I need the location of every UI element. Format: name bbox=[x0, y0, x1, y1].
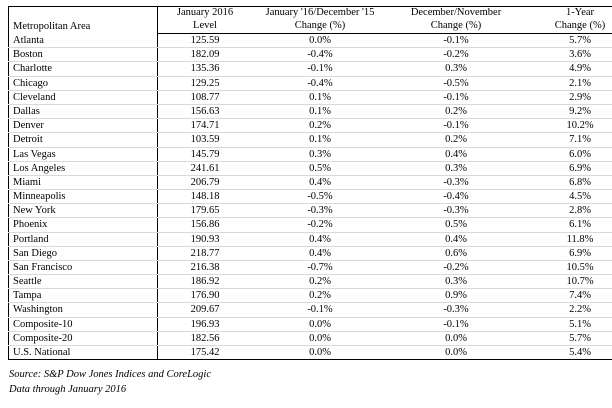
cell-level: 174.71 bbox=[158, 119, 253, 133]
cell-level: 175.42 bbox=[190, 346, 220, 358]
cell-change-mom: 0.2% bbox=[252, 275, 388, 289]
cell-metropolitan-area: Minneapolis bbox=[9, 190, 158, 204]
cell-change-dn: 0.2% bbox=[388, 104, 524, 118]
table-row bbox=[9, 119, 612, 133]
cell-level: 206.79 bbox=[158, 175, 253, 189]
cell-change-dn: 0.4% bbox=[388, 147, 524, 161]
cell-change-mom: 0.4% bbox=[252, 232, 388, 246]
cell-change-dn: 0.6% bbox=[388, 246, 524, 260]
home-price-index-table bbox=[8, 6, 612, 360]
cell-metropolitan-area: U.S. National bbox=[9, 345, 158, 359]
cell-change-yr: 10.5% bbox=[524, 260, 612, 274]
table-notes bbox=[8, 367, 604, 397]
cell-level: 129.25 bbox=[158, 76, 253, 90]
column-header-december-november: December/November bbox=[410, 7, 502, 18]
cell-change-yr: 6.8% bbox=[524, 175, 612, 189]
cell-change-yr: 7.4% bbox=[524, 289, 612, 303]
cell-change-dn: -0.2% bbox=[388, 48, 524, 62]
cell-change-mom: 0.0% bbox=[252, 34, 388, 48]
cell-change-dn: -0.4% bbox=[388, 190, 524, 204]
cell-metropolitan-area: San Francisco bbox=[9, 260, 158, 274]
table-row bbox=[9, 345, 612, 359]
cell-change-dn: 0.0% bbox=[445, 346, 467, 358]
cell-metropolitan-area: Dallas bbox=[9, 104, 158, 118]
cell-metropolitan-area: San Diego bbox=[9, 246, 158, 260]
cell-metropolitan-area: Washington bbox=[9, 303, 158, 317]
cell-level: 125.59 bbox=[158, 34, 253, 48]
cell-metropolitan-area: Miami bbox=[9, 175, 158, 189]
cell-level: 176.90 bbox=[158, 289, 253, 303]
cell-metropolitan-area: Tampa bbox=[9, 289, 158, 303]
cell-metropolitan-area: Cleveland bbox=[9, 90, 158, 104]
cell-level: 216.38 bbox=[158, 260, 253, 274]
cell-level: 156.86 bbox=[158, 218, 253, 232]
cell-change-yr: 5.1% bbox=[524, 317, 612, 331]
cell-change-mom: 0.3% bbox=[252, 147, 388, 161]
cell-metropolitan-area: Los Angeles bbox=[9, 161, 158, 175]
cell-change-dn: -0.3% bbox=[388, 175, 524, 189]
cell-change-mom: -0.7% bbox=[252, 260, 388, 274]
cell-change-yr: 3.6% bbox=[524, 48, 612, 62]
source-note: Source: S&P Dow Jones Indices and CoreLogic bbox=[9, 369, 211, 381]
cell-change-mom: 0.2% bbox=[252, 119, 388, 133]
cell-level: 145.79 bbox=[158, 147, 253, 161]
cell-level: 190.93 bbox=[158, 232, 253, 246]
cell-metropolitan-area: Chicago bbox=[9, 76, 158, 90]
data-through-note: Data through January 2016 bbox=[9, 384, 127, 396]
cell-level: 108.77 bbox=[158, 90, 253, 104]
cell-change-yr: 2.1% bbox=[524, 76, 612, 90]
table-row bbox=[9, 260, 612, 274]
cell-level: 182.09 bbox=[158, 48, 253, 62]
cell-metropolitan-area: Composite-20 bbox=[9, 331, 158, 345]
cell-change-yr: 2.8% bbox=[524, 204, 612, 218]
cell-change-mom: 0.4% bbox=[252, 246, 388, 260]
table-row bbox=[9, 331, 612, 345]
column-subheader-change-dn: Change (%) bbox=[388, 20, 524, 34]
cell-metropolitan-area: Seattle bbox=[9, 275, 158, 289]
cell-change-yr: 4.9% bbox=[524, 62, 612, 76]
cell-change-yr: 6.9% bbox=[524, 246, 612, 260]
cell-metropolitan-area: Detroit bbox=[9, 133, 158, 147]
table-header bbox=[9, 7, 612, 34]
cell-change-yr: 2.2% bbox=[524, 303, 612, 317]
table-row bbox=[9, 48, 612, 62]
cell-level: 182.56 bbox=[158, 331, 253, 345]
table-row bbox=[9, 218, 612, 232]
cell-change-yr: 10.7% bbox=[524, 275, 612, 289]
cell-change-mom: -0.5% bbox=[252, 190, 388, 204]
cell-change-yr: 6.9% bbox=[524, 161, 612, 175]
cell-change-mom: -0.1% bbox=[252, 62, 388, 76]
table-row bbox=[9, 175, 612, 189]
cell-change-dn: 0.4% bbox=[388, 232, 524, 246]
table-row bbox=[9, 104, 612, 118]
cell-level: 156.63 bbox=[158, 104, 253, 118]
cell-metropolitan-area: Denver bbox=[9, 119, 158, 133]
cell-metropolitan-area: New York bbox=[9, 204, 158, 218]
cell-change-dn: -0.5% bbox=[388, 76, 524, 90]
table-row bbox=[9, 147, 612, 161]
table-body bbox=[9, 34, 612, 360]
cell-change-mom: 0.1% bbox=[252, 90, 388, 104]
cell-metropolitan-area: Boston bbox=[9, 48, 158, 62]
cell-metropolitan-area: Portland bbox=[9, 232, 158, 246]
cell-change-dn: 0.3% bbox=[388, 275, 524, 289]
cell-change-dn: 0.5% bbox=[388, 218, 524, 232]
cell-level: 209.67 bbox=[158, 303, 253, 317]
cell-level: 179.65 bbox=[158, 204, 253, 218]
cell-change-dn: -0.1% bbox=[388, 119, 524, 133]
cell-change-dn: 0.2% bbox=[388, 133, 524, 147]
cell-level: 103.59 bbox=[158, 133, 253, 147]
cell-change-mom: 0.0% bbox=[252, 317, 388, 331]
table-row bbox=[9, 317, 612, 331]
column-header-january-2016: January 2016 bbox=[176, 7, 234, 18]
table-row bbox=[9, 246, 612, 260]
cell-change-dn: 0.3% bbox=[388, 161, 524, 175]
cell-change-dn: 0.3% bbox=[388, 62, 524, 76]
table-row bbox=[9, 289, 612, 303]
table-row bbox=[9, 275, 612, 289]
cell-metropolitan-area: Composite-10 bbox=[9, 317, 158, 331]
column-subheader-change-yr: Change (%) bbox=[524, 20, 612, 34]
cell-change-yr: 5.7% bbox=[524, 34, 612, 48]
column-subheader-level: Level bbox=[158, 20, 253, 34]
cell-metropolitan-area: Atlanta bbox=[9, 34, 158, 48]
cell-change-mom: 0.0% bbox=[309, 346, 331, 358]
cell-level: 196.93 bbox=[158, 317, 253, 331]
table-row bbox=[9, 303, 612, 317]
table-row bbox=[9, 232, 612, 246]
cell-change-mom: 0.0% bbox=[252, 331, 388, 345]
cell-change-mom: 0.4% bbox=[252, 175, 388, 189]
cell-level: 135.36 bbox=[158, 62, 253, 76]
cell-change-yr: 4.5% bbox=[524, 190, 612, 204]
cell-change-mom: 0.1% bbox=[252, 104, 388, 118]
cell-change-yr: 11.8% bbox=[524, 232, 612, 246]
column-header-jan16-dec15: January '16/December '15 bbox=[265, 7, 375, 18]
cell-change-yr: 7.1% bbox=[524, 133, 612, 147]
cell-change-mom: -0.4% bbox=[252, 48, 388, 62]
cell-change-mom: -0.3% bbox=[252, 204, 388, 218]
table-row bbox=[9, 90, 612, 104]
cell-change-mom: 0.5% bbox=[252, 161, 388, 175]
cell-change-dn: -0.1% bbox=[388, 317, 524, 331]
cell-change-dn: -0.2% bbox=[388, 260, 524, 274]
table-row bbox=[9, 76, 612, 90]
cell-level: 218.77 bbox=[158, 246, 253, 260]
table-row bbox=[9, 133, 612, 147]
table-header-row-top bbox=[9, 7, 612, 21]
cell-change-yr: 6.1% bbox=[524, 218, 612, 232]
cell-level: 241.61 bbox=[158, 161, 253, 175]
cell-change-mom: -0.1% bbox=[252, 303, 388, 317]
table-row bbox=[9, 204, 612, 218]
cell-change-mom: -0.2% bbox=[252, 218, 388, 232]
table-row bbox=[9, 34, 612, 48]
cell-change-mom: 0.2% bbox=[252, 289, 388, 303]
cell-change-dn: -0.3% bbox=[388, 204, 524, 218]
cell-metropolitan-area: Las Vegas bbox=[9, 147, 158, 161]
table-row bbox=[9, 190, 612, 204]
cell-change-yr: 6.0% bbox=[524, 147, 612, 161]
cell-change-yr: 10.2% bbox=[524, 119, 612, 133]
cell-change-dn: -0.1% bbox=[388, 90, 524, 104]
cell-change-yr: 2.9% bbox=[524, 90, 612, 104]
cell-metropolitan-area: Phoenix bbox=[9, 218, 158, 232]
cell-change-yr: 9.2% bbox=[524, 104, 612, 118]
cell-change-mom: -0.4% bbox=[252, 76, 388, 90]
cell-change-dn: 0.9% bbox=[388, 289, 524, 303]
column-header-one-year: 1-Year bbox=[565, 7, 595, 18]
cell-change-mom: 0.1% bbox=[252, 133, 388, 147]
table-row bbox=[9, 62, 612, 76]
cell-change-dn: -0.1% bbox=[388, 34, 524, 48]
cell-change-yr: 5.7% bbox=[524, 331, 612, 345]
cell-metropolitan-area: Charlotte bbox=[9, 62, 158, 76]
cell-level: 148.18 bbox=[158, 190, 253, 204]
table-row bbox=[9, 161, 612, 175]
cell-change-dn: -0.3% bbox=[388, 303, 524, 317]
column-header-metropolitan-area: Metropolitan Area bbox=[9, 7, 158, 34]
cell-change-dn: 0.0% bbox=[388, 331, 524, 345]
cell-change-yr: 5.4% bbox=[569, 346, 591, 358]
cell-level: 186.92 bbox=[158, 275, 253, 289]
column-subheader-change-mom: Change (%) bbox=[252, 20, 388, 34]
